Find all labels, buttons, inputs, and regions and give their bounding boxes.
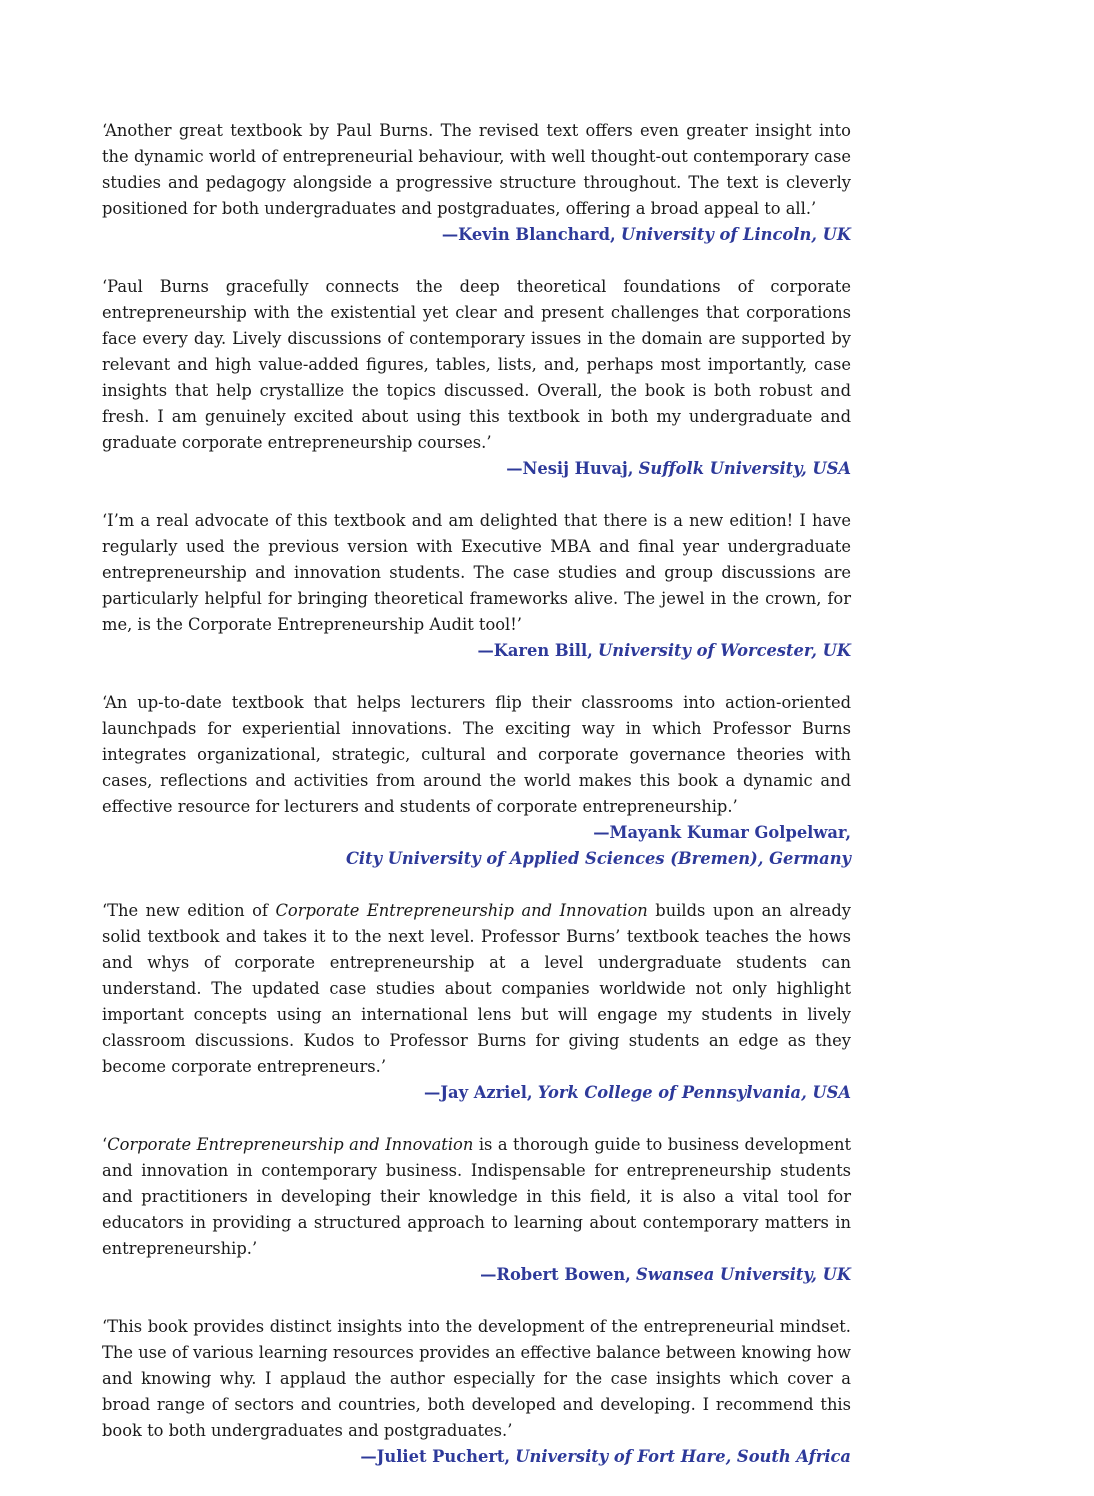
review-attribution [102,456,851,482]
reviewer-name: —Karen Bill, [477,641,593,660]
quote-text: builds upon an already solid textbook and takes it to the next level. Professor Burns’ textbook teaches the hows and whys of corporate entrepreneurship at a level undergraduate students can understand. The updated case studies about companies worldwide not only highlight important concepts using an international lens but will engage my students in lively classroom discussions. Kudos to Professor Burns for giving students an edge as they become corporate entrepreneurs.’ [102,901,851,1076]
quote-text: is a thorough guide to business development and innovation in contemporary business. Indispensable for entrepreneurship students and practitioners in developing their knowledge in this field, it is also a vital tool for educators in providing a structured approach to learning about contemporary matters in entrepreneurship.’ [102,1135,851,1258]
review-blanchard [102,118,851,248]
review-quote: ‘An up-to-date textbook that helps lecturers flip their classrooms into action-oriented launchpads for experiential innovations. The exciting way in which Professor Burns integrates organizational, strategic, cultural and corporate governance theories with cases, reflections and activities from around the world makes this book a dynamic and effective resource for lecturers and students of corporate entrepreneurship.’ [102,693,851,816]
review-azriel [102,898,851,1106]
reviewer-affiliation: University of Fort Hare, South Africa [515,1447,851,1466]
reviewer-name: —Mayank Kumar Golpelwar, [593,823,851,842]
book-title: Corporate Entrepreneurship and Innovation [275,901,648,920]
review-attribution [102,820,851,872]
reviewer-affiliation: City University of Applied Sciences (Bremen), Germany [345,849,851,868]
review-quote [102,898,851,1080]
reviewer-name: —Juliet Puchert, [360,1447,511,1466]
review-puchert [102,1314,851,1470]
review-quote: ‘Another great textbook by Paul Burns. The revised text offers even greater insight into the dynamic world of entrepreneurial behaviour, with well thought-out contemporary case studies and pedagogy alongside a progressive structure throughout. The text is cleverly positioned for both undergraduates and postgraduates, offering a broad appeal to all.’ [102,121,851,218]
review-bowen [102,1132,851,1288]
endorsements-page [102,118,851,1496]
reviewer-affiliation: University of Lincoln, UK [620,225,851,244]
reviewer-affiliation: York College of Pennsylvania, USA [537,1083,851,1102]
review-huvaj [102,274,851,482]
reviewer-name: —Kevin Blanchard, [441,225,616,244]
reviewer-name: —Robert Bowen, [480,1265,631,1284]
reviewer-affiliation: Suffolk University, USA [638,459,851,478]
quote-text: ‘The new edition of [102,901,276,920]
review-attribution [102,222,851,248]
review-quote: ‘I’m a real advocate of this textbook and am delighted that there is a new edition! I have regularly used the previous version with Executive MBA and final year undergraduate entrepreneurship and innovation students. The case studies and group discussions are particularly helpful for bringing theoretical frameworks alive. The jewel in the crown, for me, is the Corporate Entrepreneurship Audit tool!’ [102,511,851,634]
review-attribution [102,1080,851,1106]
review-golpelwar [102,690,851,872]
review-attribution [102,1444,851,1470]
review-quote: ‘Paul Burns gracefully connects the deep theoretical foundations of corporate entrepreneurship with the existential yet clear and present challenges that corporations face every day. Lively discussions of contemporary issues in the domain are supported by relevant and high value-added figures, tables, lists, and, perhaps most importantly, case insights that help crystallize the topics discussed. Overall, the book is both robust and fresh. I am genuinely excited about using this textbook in both my undergraduate and graduate corporate entrepreneurship courses.’ [102,277,851,452]
reviewer-name: —Jay Azriel, [424,1083,533,1102]
reviewer-affiliation: Swansea University, UK [636,1265,851,1284]
review-attribution [102,638,851,664]
book-title: Corporate Entrepreneurship and Innovation [107,1135,474,1154]
quote-text: ‘ [102,1135,108,1154]
reviewer-name: —Nesij Huvaj, [506,459,634,478]
review-bill [102,508,851,664]
reviewer-affiliation: University of Worcester, UK [598,641,851,660]
review-quote [102,1132,851,1262]
review-quote: ‘This book provides distinct insights into the development of the entrepreneurial mindset. The use of various learning resources provides an effective balance between knowing how and knowing why. I applaud the author especially for the case insights which cover a broad range of sectors and countries, both developed and developing. I recommend this book to both undergraduates and postgraduates.’ [102,1317,851,1440]
review-attribution [102,1262,851,1288]
